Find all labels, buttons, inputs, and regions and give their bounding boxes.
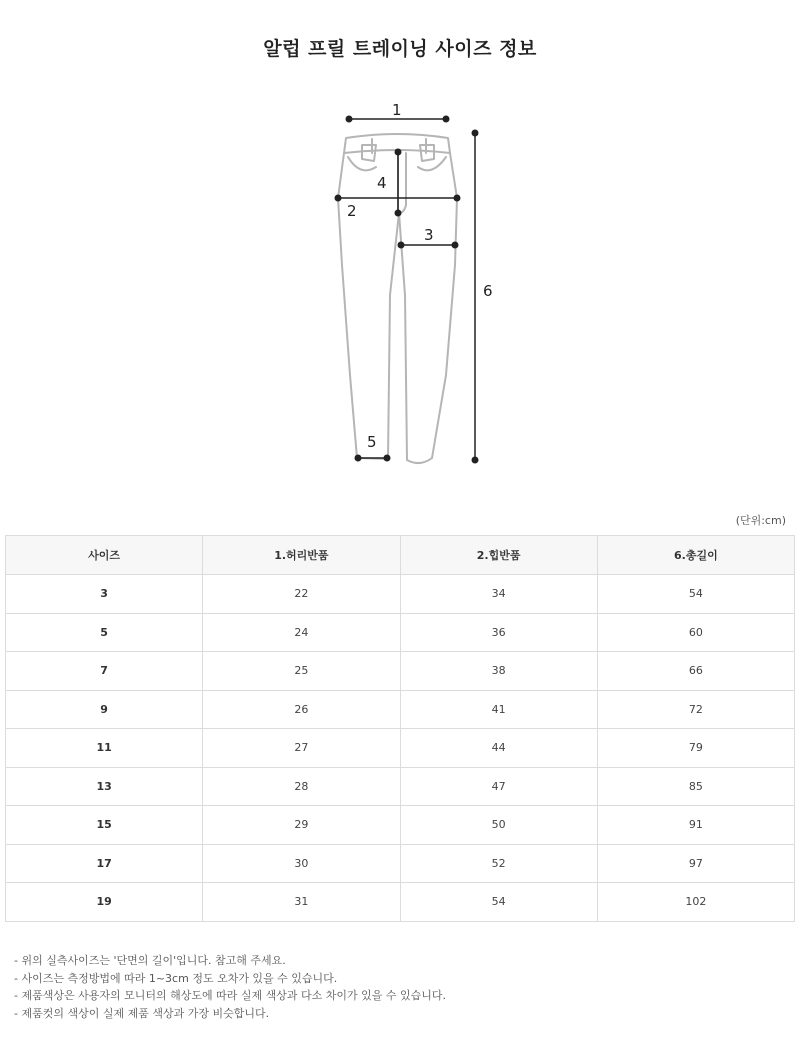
table-row	[6, 844, 795, 883]
cell-waist: 29	[203, 806, 400, 845]
header-hip: 2.힙반품	[400, 536, 597, 575]
unit-label: (단위:cm)	[735, 514, 786, 527]
cell-size: 15	[6, 806, 203, 845]
size-table	[5, 535, 795, 922]
table-row	[6, 729, 795, 768]
cell-length: 72	[597, 690, 794, 729]
cell-waist: 30	[203, 844, 400, 883]
cell-hip: 38	[400, 652, 597, 691]
table-row	[6, 806, 795, 845]
cell-length: 54	[597, 575, 794, 614]
cell-waist: 27	[203, 729, 400, 768]
cell-length: 91	[597, 806, 794, 845]
cell-size: 11	[6, 729, 203, 768]
cell-length: 102	[597, 883, 794, 922]
cell-size: 5	[6, 613, 203, 652]
table-row	[6, 613, 795, 652]
cell-hip: 34	[400, 575, 597, 614]
header-size: 사이즈	[6, 536, 203, 575]
label-rise: 4	[377, 174, 387, 192]
label-waist: 1	[392, 101, 402, 119]
header-waist: 1.허리반품	[203, 536, 400, 575]
cell-size: 13	[6, 767, 203, 806]
cell-hip: 52	[400, 844, 597, 883]
table-row	[6, 575, 795, 614]
table-row	[6, 690, 795, 729]
cell-hip: 44	[400, 729, 597, 768]
cell-waist: 26	[203, 690, 400, 729]
cell-size: 17	[6, 844, 203, 883]
cell-waist: 25	[203, 652, 400, 691]
note-item: - 사이즈는 측정방법에 따라 1~3cm 정도 오차가 있을 수 있습니다.	[14, 971, 338, 985]
cell-waist: 22	[203, 575, 400, 614]
cell-hip: 36	[400, 613, 597, 652]
table-row	[6, 652, 795, 691]
label-hem: 5	[367, 433, 377, 451]
cell-size: 9	[6, 690, 203, 729]
cell-length: 66	[597, 652, 794, 691]
note-item: - 제품색상은 사용자의 모니터의 해상도에 따라 실제 색상과 다소 차이가 있을 수 있습니다.	[14, 989, 446, 1002]
cell-length: 85	[597, 767, 794, 806]
cell-hip: 47	[400, 767, 597, 806]
note-item: - 위의 실측사이즈는 '단면의 길이'입니다. 참고해 주세요.	[14, 954, 286, 967]
cell-length: 79	[597, 729, 794, 768]
note-item: - 제품컷의 색상이 실제 제품 색상과 가장 비슷합니다.	[14, 1006, 270, 1020]
cell-waist: 28	[203, 767, 400, 806]
cell-size: 3	[6, 575, 203, 614]
size-notes	[14, 952, 446, 1022]
cell-size: 7	[6, 652, 203, 691]
cell-waist: 31	[203, 883, 400, 922]
table-header-row	[6, 536, 795, 575]
table-row	[6, 767, 795, 806]
measurement-diagram	[0, 95, 800, 475]
label-total-length: 6	[483, 282, 493, 300]
cell-waist: 24	[203, 613, 400, 652]
cell-hip: 50	[400, 806, 597, 845]
cell-length: 60	[597, 613, 794, 652]
cell-size: 19	[6, 883, 203, 922]
table-row	[6, 883, 795, 922]
header-length: 6.총길이	[597, 536, 794, 575]
label-hip: 2	[347, 202, 357, 220]
page-title: 알럽 프릴 트레이닝 사이즈 정보	[263, 38, 537, 60]
cell-hip: 54	[400, 883, 597, 922]
label-thigh: 3	[424, 226, 434, 244]
cell-hip: 41	[400, 690, 597, 729]
pants-illustration	[0, 95, 800, 475]
cell-length: 97	[597, 844, 794, 883]
